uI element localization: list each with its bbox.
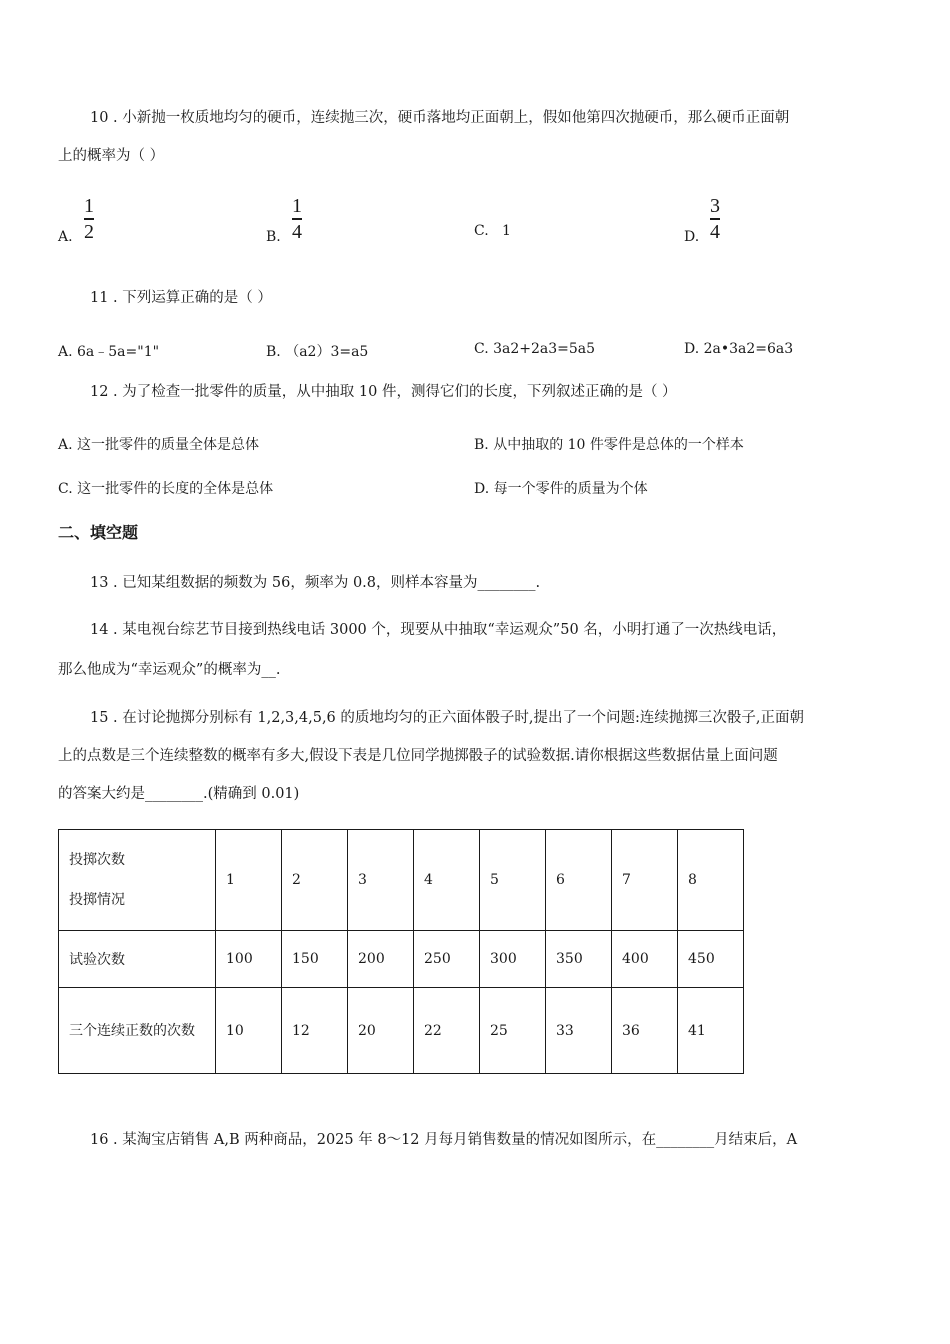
q11-option-d: D. 2a•3a2=6a3: [684, 341, 794, 357]
q10-line2: 上的概率为（ ）: [58, 148, 165, 164]
table-row-label: 三个连续正数的次数: [59, 988, 216, 1074]
fraction-denominator: 4: [292, 220, 302, 243]
q12-option-a: A. 这一批零件的质量全体是总体: [58, 437, 260, 453]
q10-line1: 10 . 小新抛一枚质地均匀的硬币，连续抛三次，硬币落地均正面朝上，假如他第四次抛硬币，那么硬币正面朝: [90, 110, 790, 126]
dice-experiment-table: [58, 829, 744, 1074]
q14-line1: 14 . 某电视台综艺节目接到热线电话 3000 个，现要从中抽取“幸运观众”50 名，小明打通了一次热线电话，: [90, 622, 787, 638]
fraction-numerator: 3: [710, 195, 720, 217]
fraction-denominator: 2: [84, 220, 94, 243]
table-column-header: 8: [678, 830, 744, 931]
q11-text: 11 . 下列运算正确的是（ ）: [90, 290, 272, 306]
q14-line2: 那么他成为“幸运观众”的概率为__.: [58, 662, 281, 678]
table-cell: 12: [282, 988, 348, 1074]
q10-option-b-fraction: [292, 196, 302, 242]
q11-option-b: B. （a2）3=a5: [266, 344, 369, 360]
fraction-bar: [710, 218, 720, 220]
table-column-header: 1: [216, 830, 282, 931]
q15-line3: 的答案大约是________.(精确到 0.01): [58, 786, 300, 802]
q10-option-a-label: A.: [58, 229, 73, 245]
table-cell: 25: [480, 988, 546, 1074]
table-row-label: 试验次数: [59, 931, 216, 988]
table-cell: 10: [216, 988, 282, 1074]
q15-line2: 上的点数是三个连续整数的概率有多大,假设下表是几位同学抛掷骰子的试验数据.请你根据这些数据估量上面问题: [58, 748, 778, 764]
table-row: [59, 830, 744, 931]
table-cell: 300: [480, 931, 546, 988]
q12-text: 12 . 为了检查一批零件的质量，从中抽取 10 件，测得它们的长度，下列叙述正确的是（ ）: [90, 384, 677, 400]
q11-option-c: C. 3a2+2a3=5a5: [474, 341, 596, 357]
fraction-denominator: 4: [710, 220, 720, 243]
q10-option-d-fraction: [710, 196, 720, 242]
fraction-bar: [84, 218, 94, 220]
q10-option-d-label: D.: [684, 229, 700, 245]
table-column-header: 4: [414, 830, 480, 931]
fraction-numerator: 1: [292, 195, 302, 217]
table-row: [59, 931, 744, 988]
q13-text: 13 . 已知某组数据的频数为 56，频率为 0.8，则样本容量为________.: [90, 575, 541, 591]
table-row: [59, 988, 744, 1074]
table-cell: 100: [216, 931, 282, 988]
q10-option-a-fraction: [84, 196, 94, 242]
table-column-header: 2: [282, 830, 348, 931]
section-title-fill-in: 二、填空题: [58, 523, 139, 542]
table-column-header: 5: [480, 830, 546, 931]
q10-option-b-label: B.: [266, 229, 281, 245]
header-top-label: 投掷次数: [69, 852, 125, 868]
table-cell: 33: [546, 988, 612, 1074]
table-cell: 250: [414, 931, 480, 988]
q15-line1: 15 . 在讨论抛掷分别标有 1,2,3,4,5,6 的质地均匀的正六面体骰子时,提出了一个问题:连续抛掷三次骰子,正面朝: [90, 710, 804, 726]
table-column-header: 7: [612, 830, 678, 931]
q10-option-c-label: C.: [474, 223, 489, 239]
fraction-numerator: 1: [84, 195, 94, 217]
table-column-header: 6: [546, 830, 612, 931]
table-cell: 400: [612, 931, 678, 988]
q12-option-b: B. 从中抽取的 10 件零件是总体的一个样本: [474, 437, 744, 453]
table-cell: 36: [612, 988, 678, 1074]
q16-text: 16 . 某淘宝店销售 A,B 两种商品，2025 年 8～12 月每月销售数量的情况如图所示，在________月结束后，A: [90, 1132, 798, 1148]
table-cell: 22: [414, 988, 480, 1074]
table-cell: 350: [546, 931, 612, 988]
q12-option-d: D. 每一个零件的质量为个体: [474, 481, 648, 497]
table-cell: 20: [348, 988, 414, 1074]
table-cell: 200: [348, 931, 414, 988]
q12-option-c: C. 这一批零件的长度的全体是总体: [58, 481, 274, 497]
header-bottom-label: 投掷情况: [69, 892, 125, 908]
table-cell: 150: [282, 931, 348, 988]
table-header-cell: [59, 830, 216, 931]
table-cell: 450: [678, 931, 744, 988]
table-column-header: 3: [348, 830, 414, 931]
q11-option-a: A. 6a﹣5a="1": [58, 344, 160, 360]
q10-option-c-value: 1: [502, 223, 511, 239]
table-cell: 41: [678, 988, 744, 1074]
fraction-bar: [292, 218, 302, 220]
